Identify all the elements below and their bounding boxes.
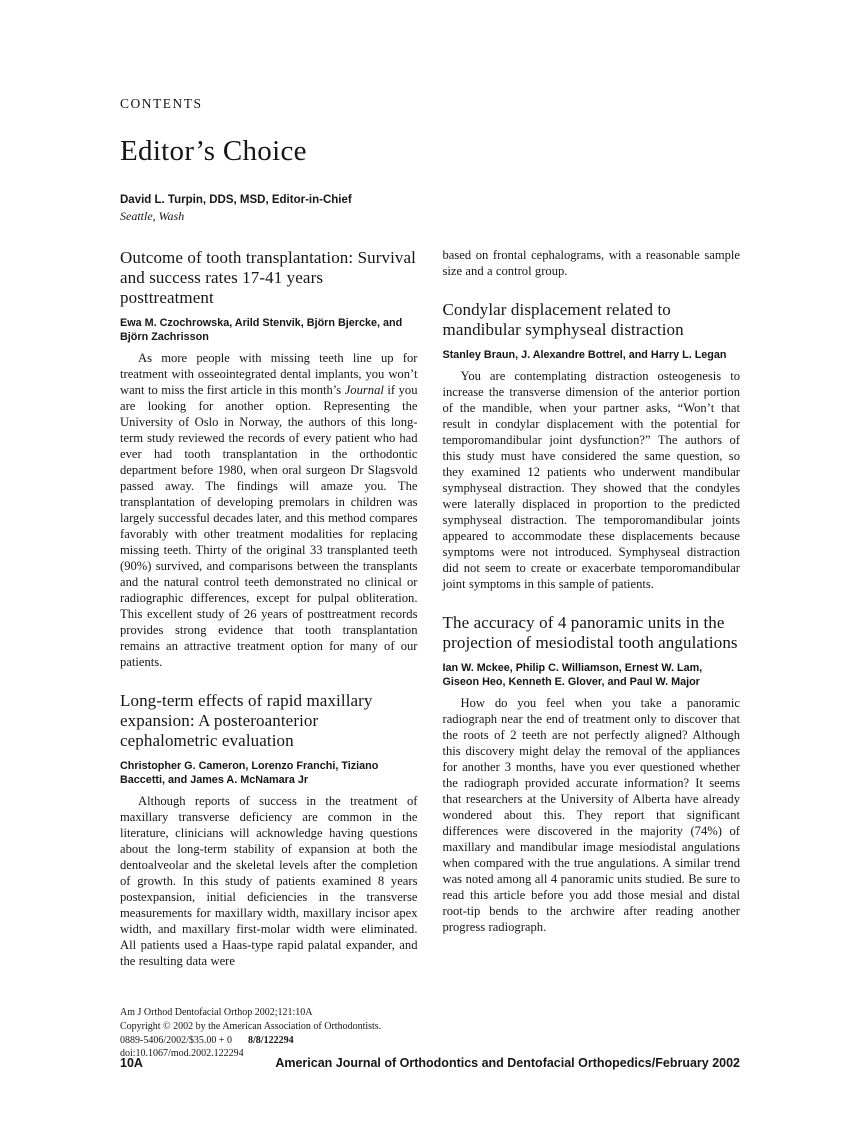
article-authors: Ewa M. Czochrowska, Arild Stenvik, Björn Bjercke, and Björn Zachrisson xyxy=(120,317,403,344)
article-body xyxy=(120,351,418,671)
issn-line xyxy=(120,1034,418,1048)
right-column xyxy=(443,248,741,1061)
article-title: Outcome of tooth transplantation: Survival and success rates 17-41 years posttreatment xyxy=(120,248,416,308)
citation-line: Am J Orthod Dentofacial Orthop 2002;121:10A xyxy=(120,1006,313,1018)
article-body-text: As more people with missing teeth line up for treatment with osseointegrated dental implants, you won’t want to miss the first article in this month’s xyxy=(120,351,418,398)
copyright-block xyxy=(120,1006,418,1061)
article-title: Condylar displacement related to mandibular symphyseal distraction xyxy=(442,299,684,340)
page-number: 10A xyxy=(120,1056,143,1070)
editor-name: David L. Turpin, DDS, MSD, Editor-in-Chief xyxy=(120,194,352,206)
page-title: Editor’s Choice xyxy=(120,135,307,167)
article-summary-maxillary-expansion xyxy=(120,691,418,970)
article-authors: Ian W. Mckee, Philip C. Williamson, Ernest W. Lam, Giseon Heo, Kenneth E. Glover, and Paul W. Major xyxy=(442,661,703,688)
journal-title-footer: American Journal of Orthodontics and Dentofacial Orthopedics/February 2002 xyxy=(275,1056,740,1070)
continuation-paragraph: based on frontal cephalograms, with a reasonable sample size and a control group. xyxy=(442,248,740,278)
article-summary-transplantation xyxy=(120,248,418,671)
article-title: Long-term effects of rapid maxillary expansion: A posteroanterior cephalometric evaluation xyxy=(120,690,373,750)
article-authors: Christopher G. Cameron, Lorenzo Franchi, Tiziano Baccetti, and James A. McNamara Jr xyxy=(120,760,379,787)
article-title: The accuracy of 4 panoramic units in the projection of mesiodistal tooth angulations xyxy=(442,612,738,652)
doi-line: doi:10.1067/mod.2002.122294 xyxy=(120,1048,244,1060)
editor-location: Seattle, Wash xyxy=(120,209,185,223)
page-footer xyxy=(120,1056,740,1070)
article-summary-condylar-displacement xyxy=(443,300,741,593)
left-column xyxy=(120,248,418,1061)
article-body: How do you feel when you take a panoramic radiograph near the end of treatment only to discover that the roots of 2 teeth are not perfectly aligned? Although this discovery might delay the removal of the appliances for another 3 months, have you ever questioned whether the radiograph provided accurate information? It seems that researchers at the University of Alberta have already wondered about this. They report that significant differences were discovered in the majority (74%) of maxillary and mandibular image mesiodistal angulations when compared with the true angulations. A similar trend was noted among all 4 panoramic units studied. Be sure to read this article before you add those mesial and distal root-tip bends to the archwire after reading another progress radiograph. xyxy=(442,696,740,934)
publication-code: 8/8/122294 xyxy=(248,1034,294,1046)
article-body: You are contemplating distraction osteogenesis to increase the transverse dimension of the anterior portion of the mandible, when your partner asks, “Won’t that result in condylar displacement with the potential for temporomandibular joint dysfunction?” The authors of this study must have considered the same question, so they examined 12 patients who underwent mandibular symphyseal distraction. They showed that the condyles were laterally displaced in proportion to the predicted symphyseal distraction. The temporomandibular joints appeared to accommodate these displacements because symptoms were not introduced. Symphyseal distraction did not seem to create or exacerbate temporomandibular joint symptoms in this sample of patients. xyxy=(442,369,740,591)
two-column-layout xyxy=(120,248,740,1061)
article-summary-panoramic-units xyxy=(443,613,741,936)
issn-text: 0889-5406/2002/$35.00 + 0 xyxy=(120,1034,233,1046)
copyright-line: Copyright © 2002 by the American Association of Orthodontists. xyxy=(120,1020,382,1032)
article-body: Although reports of success in the treatment of maxillary transverse deficiency are common in the literature, clinicians will acknowledge having questions about the long-term stability of expansion at both the dentoalveolar and the skeletal levels after the completion of growth. In this study of patients examined 8 years postexpansion, initial deficiencies in the transverse measurements for maxillary width, maxillary incisor apex width, and maxillary first-molar width were eliminated. All patients used a Haas-type rapid palatal expander, and the resulting data were xyxy=(120,794,418,968)
journal-word-italic: Journal xyxy=(344,383,384,398)
contents-label: CONTENTS xyxy=(120,96,203,111)
article-body-text: if you are looking for another option. Representing the University of Oslo in Norway, the authors of this long-term study reviewed the records of every patient who had ever had tooth transplantation in the orthodontic department before 1980, when oral surgeon Dr Slagsvold passed away. The findings will amaze you. The transplantation of developing premolars in children was largely successful decades later, and this method compares favorably with other treatment modalities for replacing missing teeth. Thirty of the original 33 transplanted teeth (90%) survived, and comparisons between the transplants and the natural control teeth demonstrated no clinical or radiographic differences, except for pulpal obliteration. This excellent study of 26 years of posttreatment records provides strong evidence that tooth transplantation remains an attractive treatment option for many of our patients. xyxy=(120,383,418,669)
article-authors: Stanley Braun, J. Alexandre Bottrel, and Harry L. Legan xyxy=(442,349,727,362)
